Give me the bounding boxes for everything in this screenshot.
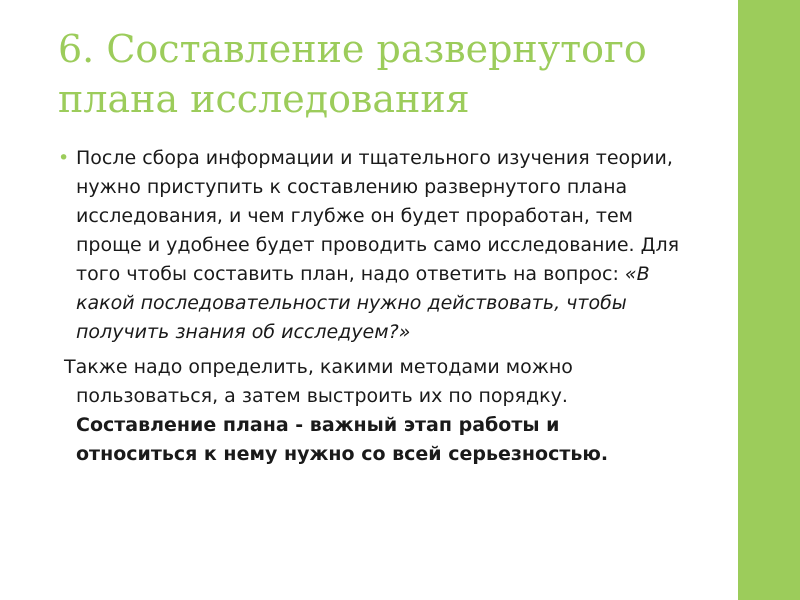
bullet-item — [56, 144, 696, 347]
paragraph-2-plain: пользоваться, а затем выстроить их по порядку. — [76, 385, 568, 407]
paragraph-2-indented — [64, 382, 676, 469]
paragraph-2-first-line: Также надо определить, какими методами можно — [64, 356, 573, 378]
paragraph-2-bold: Составление плана - важный этап работы и относиться к нему нужно со всей серьезностью. — [76, 414, 609, 465]
slide-title: 6. Составление развернутого плана исследования — [58, 27, 647, 121]
accent-stripe — [738, 0, 800, 600]
paragraph-2 — [56, 353, 696, 469]
bullet-marker: • — [58, 147, 70, 169]
slide-body — [56, 144, 696, 469]
bullet-text-plain: После сбора информации и тщательного изучения теории, нужно приступить к составлению развернутого плана исследования, и чем глубже он будет проработан, тем проще и удобнее будет проводить само исследование. Для того чтобы составить план, надо ответить на вопрос: — [76, 147, 680, 285]
bullet-text-italic: «В какой последовательности нужно действовать, чтобы получить знания об исследуем?» — [76, 263, 650, 343]
